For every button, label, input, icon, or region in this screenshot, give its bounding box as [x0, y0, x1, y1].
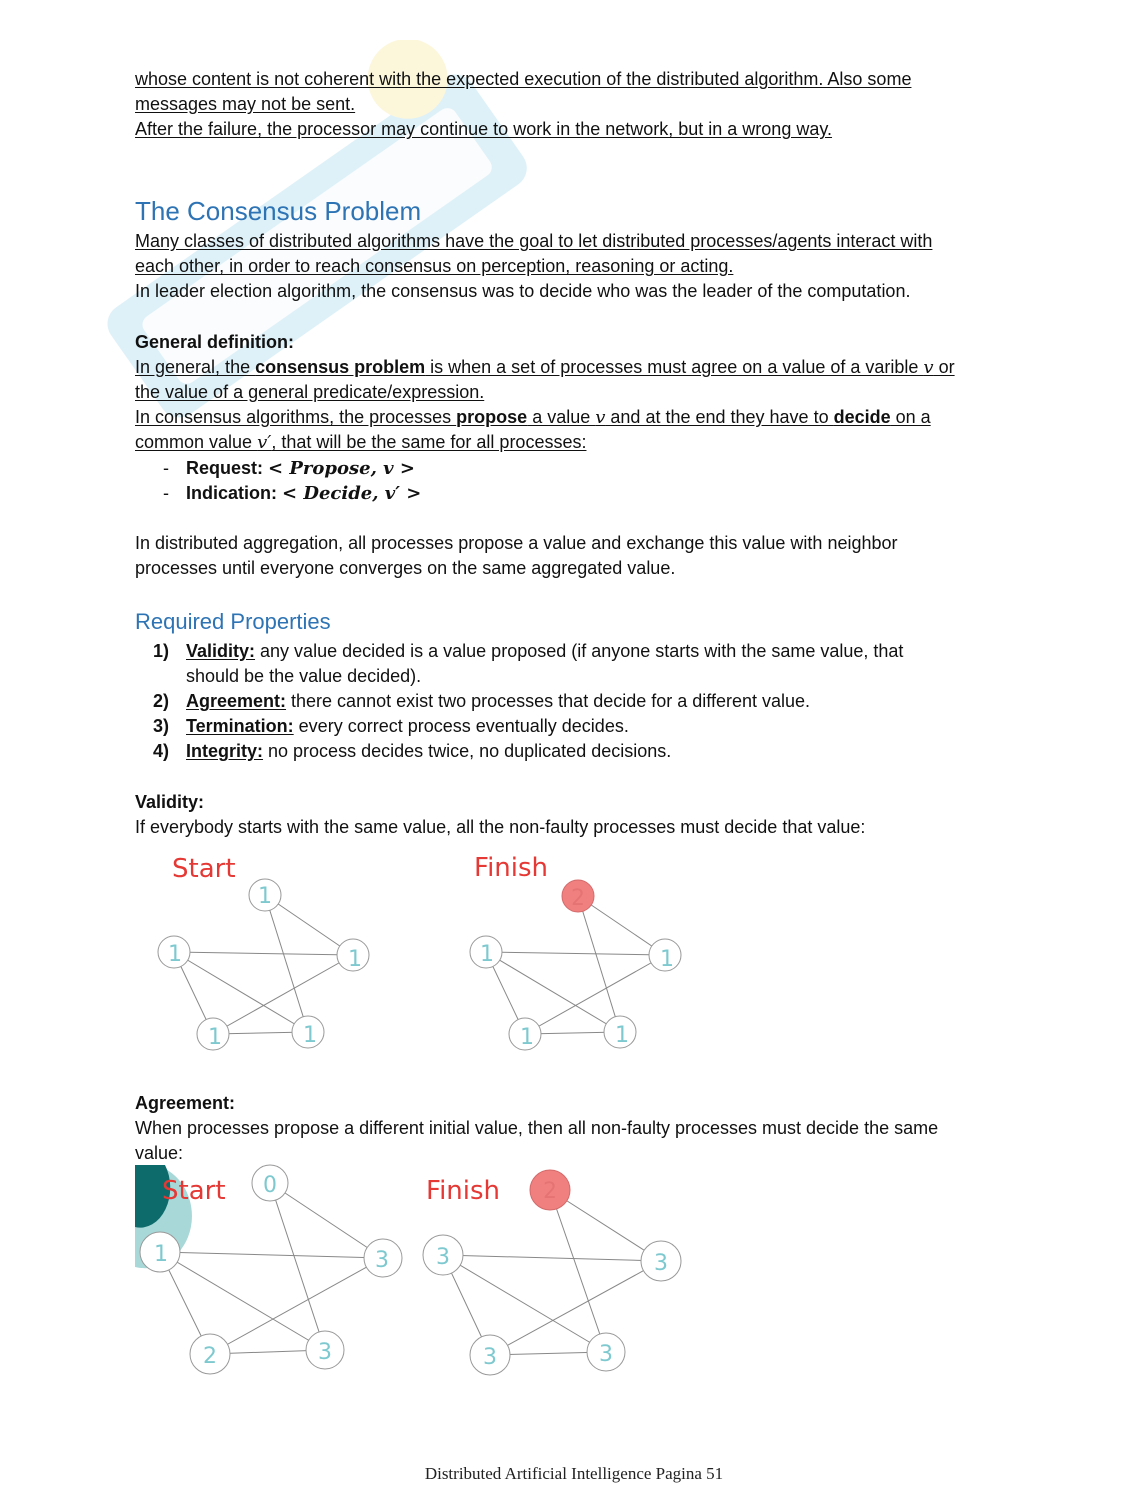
graph-edges	[174, 895, 353, 1034]
indication-item	[186, 481, 421, 506]
bullet-dash: -	[163, 458, 169, 478]
consensus-p1-line2: each other, in order to reach consensus on perception, reasoning or acting.	[135, 256, 734, 276]
intro-line-3: After the failure, the processor may continue to work in the network, but in a wrong way.	[135, 119, 833, 139]
agreement-line-1: When processes propose a different initial value, then all non-faulty processes must decide the same	[135, 1118, 939, 1138]
validity-title: Validity:	[135, 792, 205, 812]
term-propose: propose	[456, 407, 528, 427]
request-label: Request:	[186, 458, 264, 478]
intro-line-2: messages may not be sent.	[135, 94, 356, 114]
node-value: 3	[483, 1345, 497, 1370]
property-validity-cont: should be the value decided).	[186, 666, 422, 686]
graph-label-finish: Finish	[426, 1176, 501, 1206]
validity-finish-graph	[462, 850, 712, 1055]
general-def-line-4	[135, 430, 586, 455]
property-text: every correct process eventually decides.	[293, 716, 629, 736]
graph-edges	[443, 1190, 661, 1355]
property-integrity	[186, 739, 671, 764]
node-value: 2	[571, 886, 585, 911]
general-def-line-2: the value of a general predicate/expression.	[135, 382, 485, 402]
required-properties-heading: Required Properties	[135, 609, 331, 634]
node-value: 0	[263, 1173, 277, 1198]
property-term: Integrity:	[186, 741, 264, 761]
node-value: 1	[208, 1025, 222, 1050]
page-footer: Distributed Artificial Intelligence Pagina 51	[424, 1464, 724, 1483]
request-item	[186, 456, 415, 481]
graph-edges	[486, 896, 665, 1034]
intro-line-1: whose content is not coherent with the expected execution of the distributed algorithm. Also some	[135, 69, 912, 89]
bullet-dash: -	[163, 483, 169, 503]
indication-value: < Decide, v′ >	[282, 483, 422, 504]
agreement-title: Agreement:	[135, 1093, 236, 1113]
property-term: Agreement:	[186, 691, 287, 711]
consensus-p1-line1: Many classes of distributed algorithms have the goal to let distributed processes/agents interact with	[135, 231, 933, 251]
node-value: 2	[543, 1179, 557, 1204]
node-value: 3	[436, 1245, 450, 1270]
term-consensus-problem: consensus problem	[255, 357, 426, 377]
node-value: 1	[168, 942, 182, 967]
list-number: 1)	[153, 641, 170, 661]
request-value: < Propose, v >	[268, 458, 415, 479]
graph-label-start: Start	[172, 854, 236, 884]
graph-label-finish: Finish	[474, 853, 549, 883]
text-span: on a	[890, 407, 931, 427]
property-term: Termination:	[186, 716, 294, 736]
list-number: 2)	[153, 691, 170, 711]
node-value: 3	[599, 1342, 613, 1367]
general-def-line-1	[135, 355, 955, 380]
aggregation-line-1: In distributed aggregation, all processes propose a value and exchange this value with neighbor	[135, 533, 898, 553]
text-span: In general, the	[135, 357, 256, 377]
property-term: Validity:	[186, 641, 256, 661]
math-v: v	[595, 407, 606, 428]
indication-label: Indication:	[186, 483, 277, 503]
agreement-line-2: value:	[135, 1143, 184, 1163]
consensus-heading: The Consensus Problem	[135, 196, 422, 226]
text-span: and at the end they have to	[605, 407, 834, 427]
graph-nodes	[158, 879, 369, 1050]
node-value: 1	[258, 884, 272, 909]
graph-edges	[160, 1183, 383, 1354]
agreement-finish-graph	[418, 1165, 698, 1380]
agreement-start-graph	[135, 1165, 415, 1380]
math-v: v	[923, 357, 934, 378]
list-number: 4)	[153, 741, 170, 761]
property-text: any value decided is a value proposed (if anyone starts with the same value, that	[255, 641, 904, 661]
text-span: In consensus algorithms, the processes	[135, 407, 457, 427]
term-decide: decide	[833, 407, 891, 427]
general-definition-title: General definition:	[135, 332, 295, 352]
consensus-p2: In leader election algorithm, the consensus was to decide who was the leader of the computation.	[135, 281, 911, 301]
list-number: 3)	[153, 716, 170, 736]
node-value: 1	[348, 947, 362, 972]
general-def-line-3	[135, 405, 931, 430]
validity-start-graph	[150, 850, 400, 1055]
node-value: 3	[375, 1248, 389, 1273]
node-value: 1	[303, 1023, 317, 1048]
property-text: there cannot exist two processes that decide for a different value.	[286, 691, 810, 711]
property-termination	[186, 714, 629, 739]
aggregation-line-2: processes until everyone converges on the same aggregated value.	[135, 558, 676, 578]
node-value: 2	[203, 1344, 217, 1369]
property-validity	[186, 639, 903, 664]
text-span: a value	[527, 407, 596, 427]
node-value: 1	[660, 947, 674, 972]
node-value: 1	[154, 1242, 168, 1267]
property-text: no process decides twice, no duplicated decisions.	[263, 741, 672, 761]
text-span: , that will be the same for all processes:	[271, 432, 587, 452]
node-value: 1	[480, 942, 494, 967]
validity-text: If everybody starts with the same value, all the non-faulty processes must decide that value:	[135, 817, 866, 837]
graph-nodes	[470, 880, 681, 1050]
math-v-prime: v′	[257, 432, 272, 453]
node-value: 1	[615, 1023, 629, 1048]
node-value: 3	[318, 1340, 332, 1365]
text-span: or	[933, 357, 955, 377]
text-span: common value	[135, 432, 258, 452]
text-span: is when a set of processes must agree on a value of a varible	[425, 357, 924, 377]
property-agreement	[186, 689, 810, 714]
node-value: 1	[520, 1025, 534, 1050]
graph-label-start: Start	[162, 1176, 226, 1206]
node-value: 3	[654, 1251, 668, 1276]
